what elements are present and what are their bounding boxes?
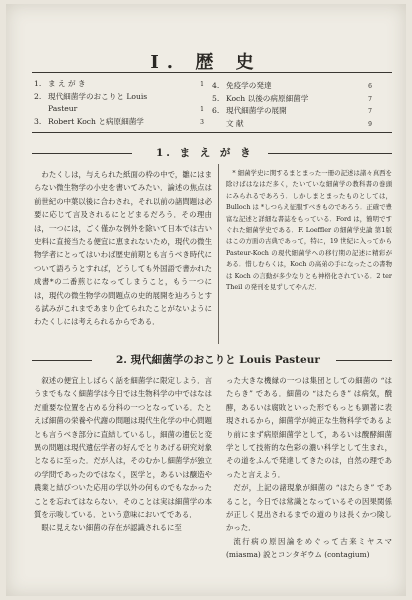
- paragraph: 流行病の原因論をめぐって古来ミヤスマ (miasma) 説とコンタギウム (contagium): [226, 536, 392, 560]
- toc-item[interactable]: 6. 現代細菌学の展開 7: [212, 106, 372, 115]
- section1-right-column: [226, 168, 392, 344]
- chapter-title: I. 歴 史: [150, 52, 262, 73]
- chapter-rule: [32, 72, 392, 73]
- section-heading-pasteur: 2. 現代細菌学のおこりと Louis Pasteur: [116, 354, 320, 366]
- section2-right-column: [226, 374, 392, 592]
- toc-item[interactable]: Pasteur 1: [48, 104, 204, 113]
- toc-right-column: [212, 80, 372, 130]
- paragraph: 眼に見えない細菌の存在が認識されるに至: [41, 523, 182, 533]
- toc-item[interactable]: 2. 現代細菌学のおこりと Louis: [34, 92, 148, 101]
- paragraph: だが，上記の諸現象が細菌の “はたらき” であること，今日では常識となっているその因果関係が正しく見出されるまでの道のりは長くかつ険しかった．: [226, 483, 392, 533]
- footnote-text: * 細菌学史に関するまとまった一冊の記述は諸々真西を除けばはなはだ多く，たいていな細菌学の教科書の巻頭にみられるであろう．しかしまとまったものとしては，Bulloch は *しつらえ征服すべきものであろう．正確で豊富な記述と詳細な書誌をもっている．Ford は，簡明ですぐれた細菌学史である．F. Loeffler の細菌学史論 第1版 はこの方面の古典であって，特に，19 世紀に入ってから Pasteur-Koch の現代細菌学への移行期の記述に精彩がある．惜しむらくは，Koch の高弟の手になったこの書物は Koch の言動が多少なりとも神格化されている．2 ter Theil の発刊を見ずしてやんだ．: [226, 169, 392, 292]
- section-rule-right: [336, 360, 392, 361]
- section-rule-left: [32, 153, 132, 154]
- section1-left-column: [34, 168, 212, 344]
- section-rule-right: [268, 153, 392, 154]
- paragraph: 叙述の便宜上しばらく話を細菌学に限定しよう．言うまでもなく細菌学は今日では生物科学の中ではなはだ重要な位置を占める分科の一つとなっている．たとえば細菌の栄養や代謝の問題は現代生化学の中心問題とも言うべき部分に直結しているし，細菌の遺伝と変異の問題は現代遺伝学者の好んでとりあげる研究対象となるに至った．だが人は，そのむかし細菌学が独立の学問であったのではなく，医学と，あるいは醸造や農業と結びついた応用の学以外の何ものでもなかったことを忘れてはならない．そのことは実は細菌学の本質を示唆している．という意味においてである．: [34, 376, 212, 520]
- footnote: [226, 168, 392, 293]
- toc-item[interactable]: 文 献 9: [226, 118, 372, 128]
- toc-item[interactable]: 3. Robert Koch と病原細菌学 3: [34, 117, 204, 126]
- toc-item[interactable]: 1. ま え が き 1: [34, 79, 204, 88]
- section2-left-column: [34, 374, 212, 592]
- paragraph: わたくしは，与えられた紙面の枠の中で，雛にはまらない微生物学の小史を書いてみたい．論述の焦点は前世紀の中葉以後に合わされ，それ以前の諸問題は必要に応じて言及されるにとどまるだろう．その理由は，一つには，ごく僅かな例外を除いて日本では古い史料に直接当たる便宜に恵まれないため，現代の微生物学者にとってはいわば歴史前期とも言うべき時代について語ろうとすれば，どうしても外国語で書かれた成書*の二番煎じになってしまうこと，もう一つには，現代の微生物学の問題点の史的展開を辿ろうとする試みがこれまであまり企てられたことがないようにわたくしには考えられるからである．: [34, 170, 212, 327]
- toc-item[interactable]: 5. Koch 以後の病原細菌学 7: [212, 93, 372, 103]
- toc-left-column: [34, 78, 204, 129]
- book-page: [6, 4, 406, 596]
- paragraph: った大きな機縁の一つは集団としての細菌の “はたらき” である．細菌の “はたらき” は病気，醗酵，あるいは腐敗といった形でもっとも顕著に表現されるから，細菌学が純正な生物科学であるより前にまず病原細菌学として，あるいは醗酵細菌学として技術的な色彩の濃い科学として生まれ，その道をふんで発達してきたのは，自然の理であったと言えよう．: [226, 376, 392, 479]
- section-rule-left: [32, 360, 92, 361]
- toc-rule: [32, 132, 392, 133]
- toc-item[interactable]: 4. 免疫学の発達 6: [212, 81, 372, 90]
- section-heading-introduction: 1. ま え が き: [156, 147, 254, 159]
- column-divider: [218, 164, 219, 344]
